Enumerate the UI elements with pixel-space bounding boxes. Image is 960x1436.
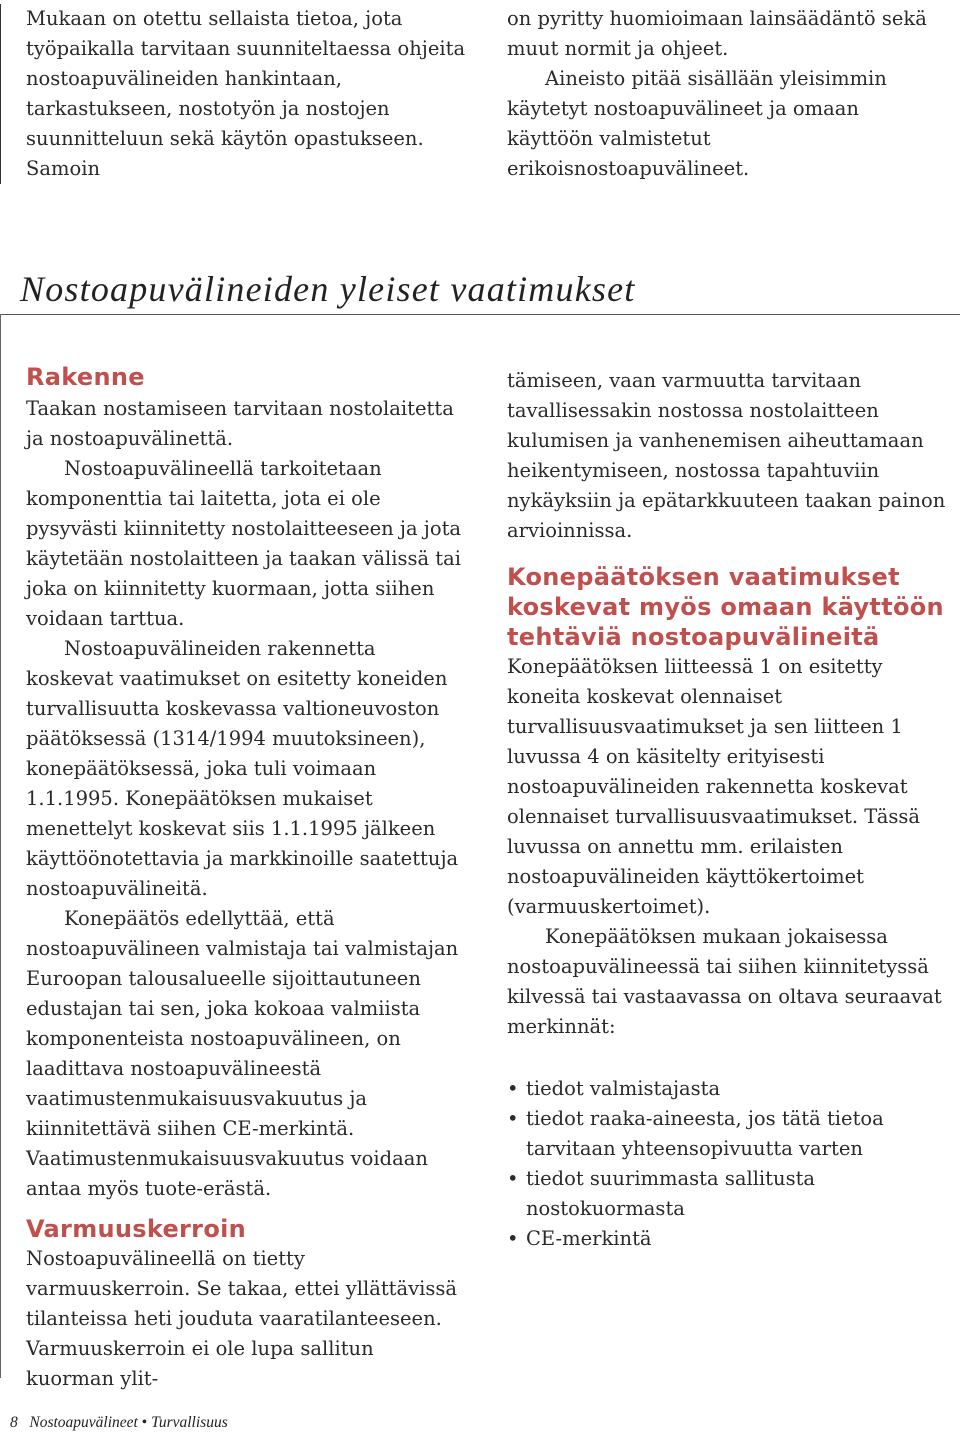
page-footer [10,1414,228,1432]
list-item [507,1224,957,1254]
list-item [507,1104,957,1164]
rakenne-paragraph-4: Konepäätös edellyttää, että nostoapuvälineen valmistaja tai valmistajan Euroopan talousalueelle sijoittautuneen edustajan tai sen, joka kokoaa valmiista komponenteista nostoapuvälineen, on laadittava nostoapuvälineestä vaatimustenmukaisuusvakuutus ja kiinnitettävä siihen CE-merkintä. Vaatimustenmukaisuusvakuutus voidaan antaa myös tuote-erästä. [26,907,459,1200]
list-item [507,1164,957,1224]
list-item-text: tiedot raaka-aineesta, jos tätä tietoa tarvitaan yhteensopivuutta varten [526,1107,884,1160]
title-rule [0,314,960,315]
list-item-text: tiedot suurimmasta sallitusta nostokuormasta [526,1167,816,1220]
list-item [507,1074,957,1104]
footer-series: Turvallisuus [151,1414,228,1431]
intro-paragraph-right-2: Aineisto pitää sisällään yleisimmin käytetyt nostoapuvälineet ja omaan käyttöön valmistetut erikoisnostoapuvälineet. [507,67,887,180]
left-column [26,362,466,1394]
bullet-icon: • [507,1107,519,1130]
intro-paragraph-left: Mukaan on otettu sellaista tietoa, jota työpaikalla tarvitaan suunniteltaessa ohjeita nostoapuvälineiden hankintaan, tarkastukseen, nostotyön ja nostojen suunnitteluun sekä käytön opastukseen. Samoin [26,7,466,180]
rakenne-paragraph-1: Taakan nostamiseen tarvitaan nostolaitetta ja nostoapuvälinettä. [26,397,454,450]
page-number: 8 [10,1414,18,1431]
varmuuskerroin-paragraph: Nostoapuvälineellä on tietty varmuuskerroin. Se takaa, ettei yllättävissä tilanteissa heti jouduta vaaratilanteeseen. Varmuuskerroin ei ole lupa sallitun kuorman ylit- [26,1247,458,1390]
rakenne-paragraph-2: Nostoapuvälineellä tarkoitetaan komponenttia tai laitetta, jota ei ole pysyvästi kiinnitetty nostolaitteeseen ja jota käytetään nostolaitteen ja taakan välissä tai joka on kiinnitetty kuormaan, jotta siihen voidaan tarttua. [26,457,462,630]
list-item-text: tiedot valmistajasta [526,1077,721,1100]
heading-varmuuskerroin: Varmuuskerroin [26,1215,247,1243]
konepaatos-paragraph-1: Konepäätöksen liitteessä 1 on esitetty koneita koskevat olennaiset turvallisuusvaatimukset ja sen liitteen 1 luvussa 4 on käsitelty erityisesti nostoapuvälineiden rakennetta koskevat olennaiset turvallisuusvaatimukset. Tässä luvussa on annettu mm. erilaisten nostoapuvälineiden käyttökertoimet (varmuuskertoimet). [507,655,920,918]
heading-rakenne: Rakenne [26,363,145,391]
list-item-text: CE-merkintä [526,1227,652,1250]
margin-rule [0,314,1,1378]
intro-paragraph-right-1: on pyritty huomioimaan lainsäädäntö sekä muut normit ja ohjeet. [507,7,927,60]
heading-konepaatos [507,562,957,652]
rakenne-paragraph-3: Nostoapuvälineiden rakennetta koskevat vaatimukset on esitetty koneiden turvallisuutta koskevassa valtioneuvoston päätöksessä (1314/1994 muutoksineen), konepäätöksessä, joka tuli voimaan 1.1.1995. Konepäätöksen mukaiset menettelyt koskevat siis 1.1.1995 jälkeen käyttöönotettavia ja markkinoille saatettuja nostoapuvälineitä. [26,637,459,900]
heading-konepaatos-line-3: tehtäviä nostoapuvälineitä [507,623,880,651]
intro-left-column [0,4,466,184]
intro-right-column [507,4,947,184]
konepaatos-paragraph-2: Konepäätöksen mukaan jokaisessa nostoapuvälineessä tai siihen kiinnitetyssä kilvessä tai vastaavassa on oltava seuraavat merkinnät: [507,925,942,1038]
section-title: Nostoapuvälineiden yleiset vaatimukset [20,269,636,309]
right-column [507,366,957,1254]
heading-konepaatos-line-2: koskevat myös omaan käyttöön [507,593,944,621]
footer-separator: • [141,1414,148,1431]
bullet-icon: • [507,1227,519,1250]
footer-publication: Nostoapuvälineet [29,1414,138,1431]
heading-konepaatos-line-1: Konepäätöksen vaatimukset [507,563,900,591]
markings-list [507,1074,957,1254]
bullet-icon: • [507,1167,519,1190]
continuation-paragraph: tämiseen, vaan varmuutta tarvitaan tavallisessakin nostossa nostolaitteen kulumisen ja vanhenemisen aiheuttamaan heikentymiseen, nostossa tapahtuviin nykäyksiin ja epätarkkuuteen taakan painon arvioinnissa. [507,369,946,542]
bullet-icon: • [507,1077,519,1100]
